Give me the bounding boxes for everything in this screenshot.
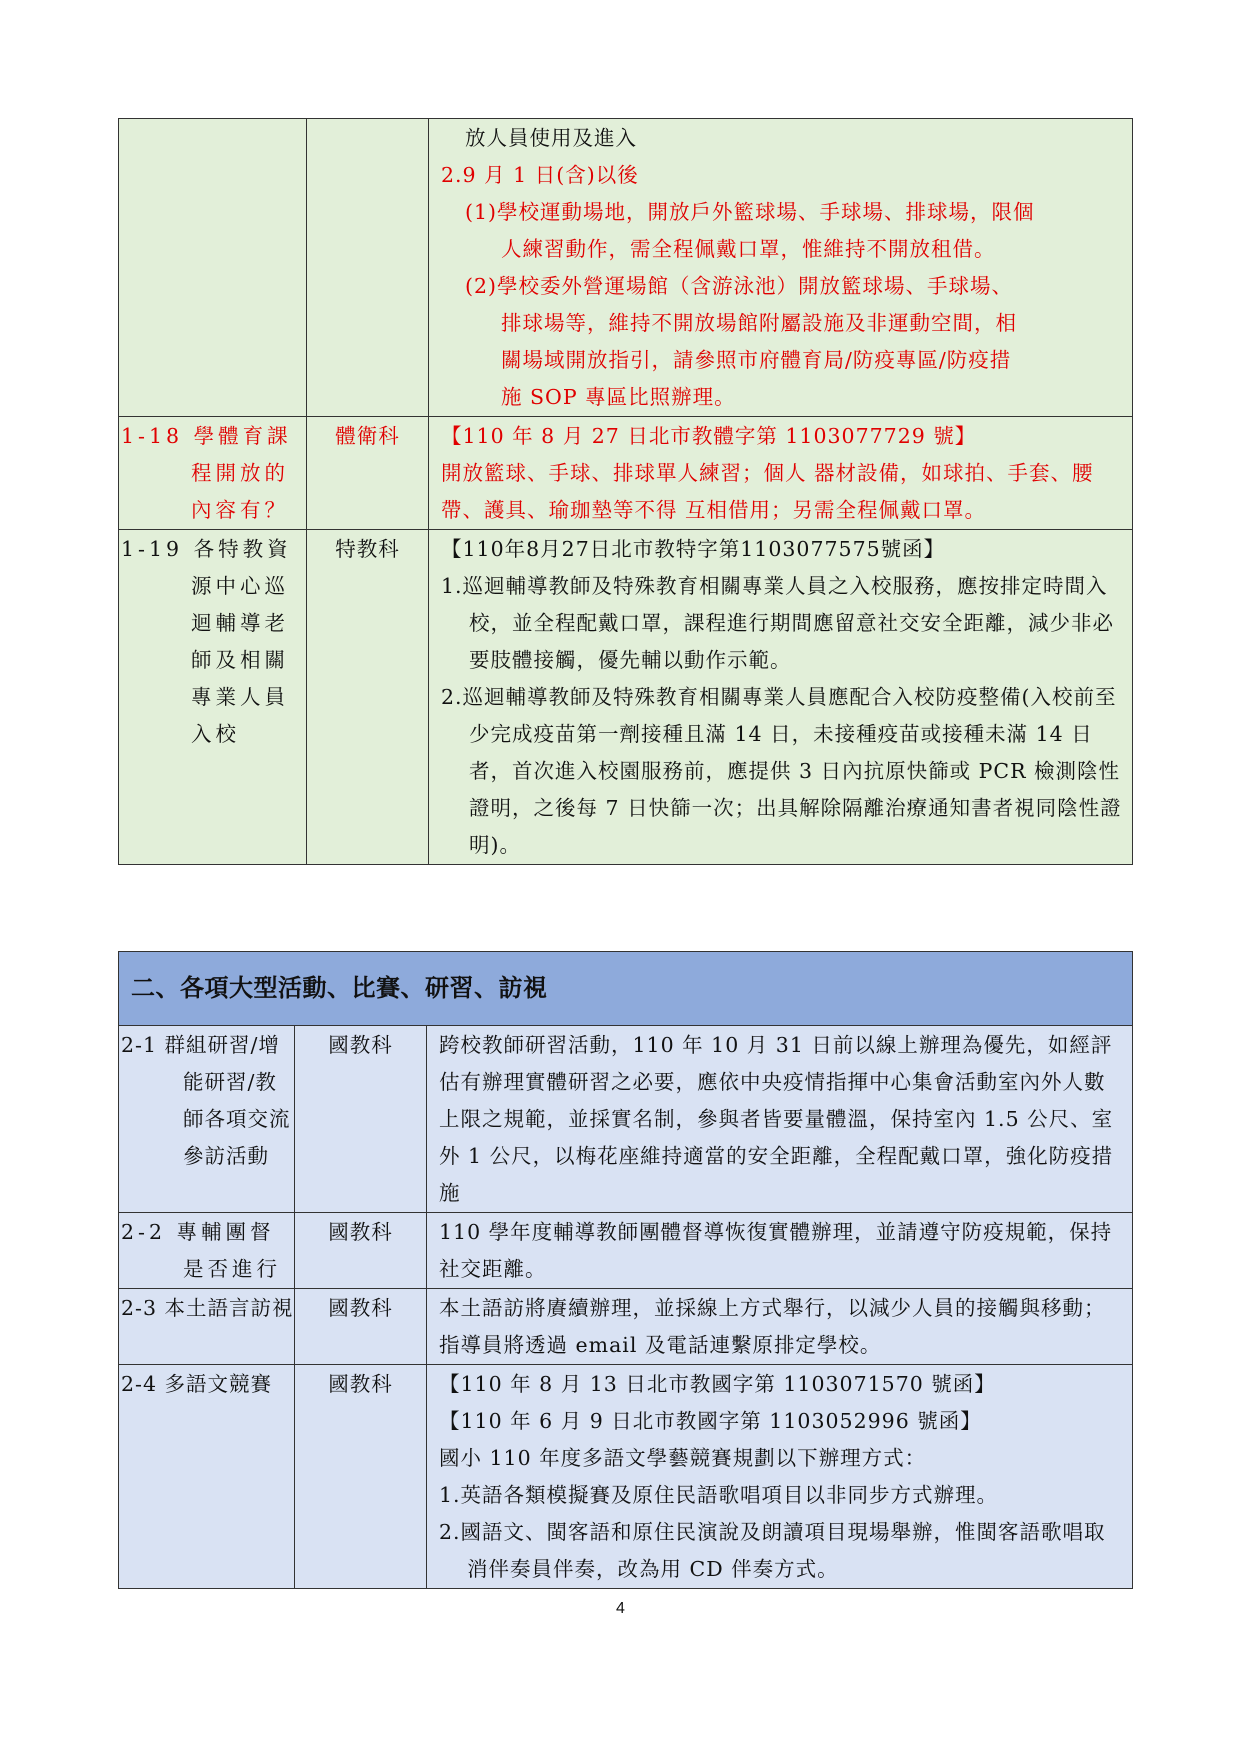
content-text: 跨校教師研習活動，110 年 10 月 31 日前以線上辦理為優先，如經評估有辦理實體研習之必要，應依中央疫情指揮中心集會活動室內外人數上限之規範，並採實名制，參與者皆要量體溫，保持室內 1.5 公尺、室外 1 公尺，以梅花座維持適當的安全距離，全程配戴口罩，強化防疫措施 — [439, 1033, 1114, 1205]
item-cell — [119, 530, 307, 865]
dept-cell: 特教科 — [307, 530, 429, 865]
table-row — [119, 1213, 1133, 1289]
table-header-row — [119, 952, 1133, 1026]
content-line: 1.英語各類模擬賽及原住民語歌唱項目以非同步方式辦理。 — [439, 1483, 999, 1507]
covid-measures-table-2 — [118, 951, 1133, 1589]
content-cell — [427, 1365, 1133, 1589]
item-label: 2-2 專輔團督是否進行 — [121, 1220, 281, 1281]
dept-cell: 體衛科 — [307, 417, 429, 530]
item-cell — [119, 1289, 295, 1365]
content-line: 國小 110 年度多語文學藝競賽規劃以下辦理方式： — [439, 1446, 927, 1470]
content-line: 排球場等，維持不開放場館附屬設施及非運動空間，相 — [501, 311, 1017, 335]
table-row — [119, 119, 1133, 417]
content-cell — [427, 1213, 1133, 1289]
content-line: 【110 年 6 月 9 日北市教國字第 1103052996 號函】 — [439, 1409, 982, 1433]
content-line: 2.9 月 1 日(含)以後 — [441, 163, 639, 187]
content-text: 本土語訪將賡續辦理，並採線上方式舉行，以減少人員的接觸與移動；指導員將透過 email 及電話連繫原排定學校。 — [439, 1296, 1106, 1357]
content-line: 【110年8月27日北市教特字第1103077575號函】 — [441, 537, 946, 561]
table-row — [119, 1289, 1133, 1365]
table-row — [119, 530, 1133, 865]
item-label: 2-3 本土語言訪視 — [121, 1296, 294, 1320]
page-number: 4 — [616, 1600, 625, 1617]
content-cell — [427, 1289, 1133, 1365]
content-text: 110 學年度輔導教師團體督導恢復實體辦理，並請遵守防疫規範，保持社交距離。 — [439, 1220, 1113, 1281]
content-line: (2)學校委外營運場館（含游泳池）開放籃球場、手球場、 — [465, 274, 1014, 298]
dept-cell: 國教科 — [295, 1289, 427, 1365]
dept-cell — [307, 119, 429, 417]
content-cell — [429, 417, 1133, 530]
content-line: 開放籃球、手球、排球單人練習；個人 器材設備，如球拍、手套、腰帶、護具、瑜珈墊等不得 互相借用；另需全程佩戴口罩。 — [441, 461, 1094, 522]
item-cell — [119, 1213, 295, 1289]
item-cell — [119, 1365, 295, 1589]
table-row — [119, 1365, 1133, 1589]
content-cell — [429, 530, 1133, 865]
content-cell — [427, 1026, 1133, 1213]
content-line: (1)學校運動場地，開放戶外籃球場、手球場、排球場，限個 — [465, 200, 1035, 224]
item-label: 2-1 群組研習/增能研習/教師各項交流參訪活動 — [121, 1033, 291, 1168]
table-row — [119, 1026, 1133, 1213]
dept-cell: 國教科 — [295, 1365, 427, 1589]
item-label: 1-19 各特教資源中心巡迴輔導老師及相關專業人員入校 — [121, 537, 292, 746]
content-line: 放人員使用及進入 — [465, 126, 637, 150]
content-line: 1.巡迴輔導教師及特殊教育相關專業人員之入校服務，應按排定時間入校，並全程配戴口罩，課程進行期間應留意社交安全距離，減少非必要肢體接觸，優先輔以動作示範。 — [441, 574, 1114, 672]
content-line: 人練習動作，需全程佩戴口罩，惟維持不開放租借。 — [501, 237, 996, 261]
section-title: 二、各項大型活動、比賽、研習、訪視 — [119, 952, 1133, 1026]
content-cell — [429, 119, 1133, 417]
content-line: 施 SOP 專區比照辦理。 — [501, 385, 736, 409]
content-line: 2.巡迴輔導教師及特殊教育相關專業人員應配合入校防疫整備(入校前至少完成疫苗第一劑接種且滿 14 日，未接種疫苗或接種未滿 14 日者，首次進入校園服務前，應提供 3 日內抗原快篩或 PCR 檢測陰性證明，之後每 7 日快篩一次；出具解除隔離治療通知書者視同陰性證明)。 — [441, 685, 1122, 857]
item-label: 1-18 學體育課程開放的內容有？ — [121, 424, 292, 522]
covid-measures-table-1 — [118, 118, 1133, 865]
item-label: 2-4 多語文競賽 — [121, 1372, 273, 1396]
table-row — [119, 417, 1133, 530]
item-cell — [119, 417, 307, 530]
content-line: 2.國語文、閩客語和原住民演說及朗讀項目現場舉辦，惟閩客語歌唱取消伴奏員伴奏，改為用 CD 伴奏方式。 — [439, 1520, 1106, 1581]
item-cell — [119, 119, 307, 417]
content-line: 【110 年 8 月 27 日北市教體字第 1103077729 號】 — [441, 424, 977, 448]
content-line: 【110 年 8 月 13 日北市教國字第 1103071570 號函】 — [439, 1372, 996, 1396]
item-cell — [119, 1026, 295, 1213]
dept-cell: 國教科 — [295, 1213, 427, 1289]
content-line: 關場域開放指引，請參照市府體育局/防疫專區/防疫措 — [501, 348, 1012, 372]
dept-cell: 國教科 — [295, 1026, 427, 1213]
